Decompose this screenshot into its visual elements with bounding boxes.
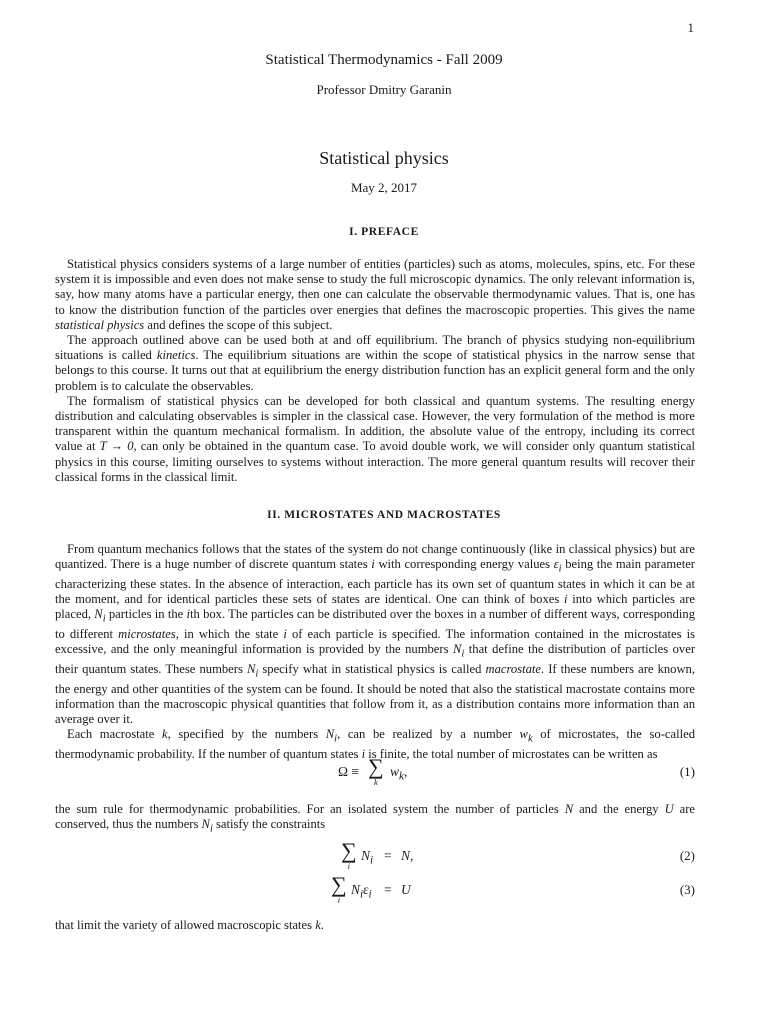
equation-rhs: N, [401,848,414,863]
preface-body [55,257,695,485]
page-number: 1 [687,20,694,35]
sum-symbol: ∑ i [341,838,357,871]
equation-rhs: U [401,882,411,897]
paragraph: The approach outlined above can be used both at and off equilibrium. The branch of physics studying non-equilibrium situations is called kinetics. The equilibrium situations are within the scope of statistical physics in the narrow sense that belongs to this course. It turns out that at equilibrium the energy distribution function has an explicit general form and the only problem is to calculate the observables. [55,333,696,393]
equation-body: $w_k$, [390,764,408,783]
paragraph: The formalism of statistical physics can be developed for both classical and quantum systems. The resulting energy distribution and calculating observables is simpler in the classical case. However, the very formulation of the method is more transparent within the quantum mechanical formalism. In addition, the absolute value of the entropy, including its correct value at T → 0, can only be obtained in the quantum case. To avoid double work, we will consider only quantum statistical physics in this course, limiting ourselves to systems without interaction. The more general quantum results will recover their classical forms in the classical limit. [55,393,695,484]
paragraph: From quantum mechanics follows that the states of the system do not change continuously (like in classical physics) but are quantized. There is a huge number of discrete quantum states i with corresponding energy values $\varepsilon_i$ being the main parameter characterizing these states. In the absence of interaction, each particle has its own set of quantum states in which it can be at the moment, and for identical particles these sets of states are identical. One can think of boxes i into which particles are placed, $N_i$ particles in the ith box. The particles can be distributed over the boxes in a number of different ways, corresponding to different microstates, in which the state i of each particle is specified. The information contained in the microstates is excessive, and the only meaningful information is provided by the numbers $N_i$ that define the distribution of particles over their quantum states. These numbers $N_i$ specify what in statistical physics is called macrostate. If these numbers are known, the energy and other quantities of the system can be found. It should be noted that also the statistical macrostate contains more information than the macroscopic physical quantities that follow from it, as a distribution contains more information than an average over it. [55,542,696,727]
equation-3 [55,872,695,906]
paragraph: Each macrostate k, specified by the numbers $N_i$, can be realized by a number $w_k$ of microstates, the so-called thermodynamic probability. If the number of quantum states i is finite, the total number of microstates can be written as [55,727,695,762]
document-title: Statistical physics [319,148,449,168]
sum-symbol: ∑ i [331,872,347,905]
equation-number: (1) [679,764,695,779]
constraints-intro [55,802,695,837]
microstates-body [55,542,695,762]
equation-2 [55,838,695,872]
equation-number: (3) [679,882,695,897]
constraints-outro [55,918,695,933]
author: Professor Dmitry Garanin [316,82,452,97]
document-date: May 2, 2017 [350,180,418,195]
equation-1 [55,754,695,788]
equation-body: $N_i\varepsilon_i$ [351,882,372,901]
equation-lhs: Ω ≡ [338,764,360,779]
paragraph: the sum rule for thermodynamic probabilities. For an isolated system the number of particles N and the energy U are conserved, thus the numbers $N_i$ satisfy the constraints [55,802,696,835]
equation-body: $N_i$ [361,848,374,867]
equation-equals: = [384,882,392,897]
equation-number: (2) [679,848,695,863]
sum-symbol: ∑ k [368,754,384,787]
section-heading-microstates: II. MICROSTATES AND MACROSTATES [267,509,501,521]
course-title: Statistical Thermodynamics - Fall 2009 [265,52,503,68]
section-heading-preface: I. PREFACE [349,226,419,238]
paragraph: Statistical physics considers systems of a large number of entities (particles) such as atoms, molecules, spins, etc. For these system it is impossible and even does not make sense to study the full microscopic dynamics. The only relevant information is, say, how many atoms have a particular energy, then one can calculate the observable thermodynamic values. That is, one has to know the distribution function of the particles over energies that defines the macroscopic properties. This gives the name statistical physics and defines the scope of this subject. [55,257,695,332]
equation-equals: = [384,848,392,863]
paragraph: that limit the variety of allowed macroscopic states k. [55,918,324,932]
